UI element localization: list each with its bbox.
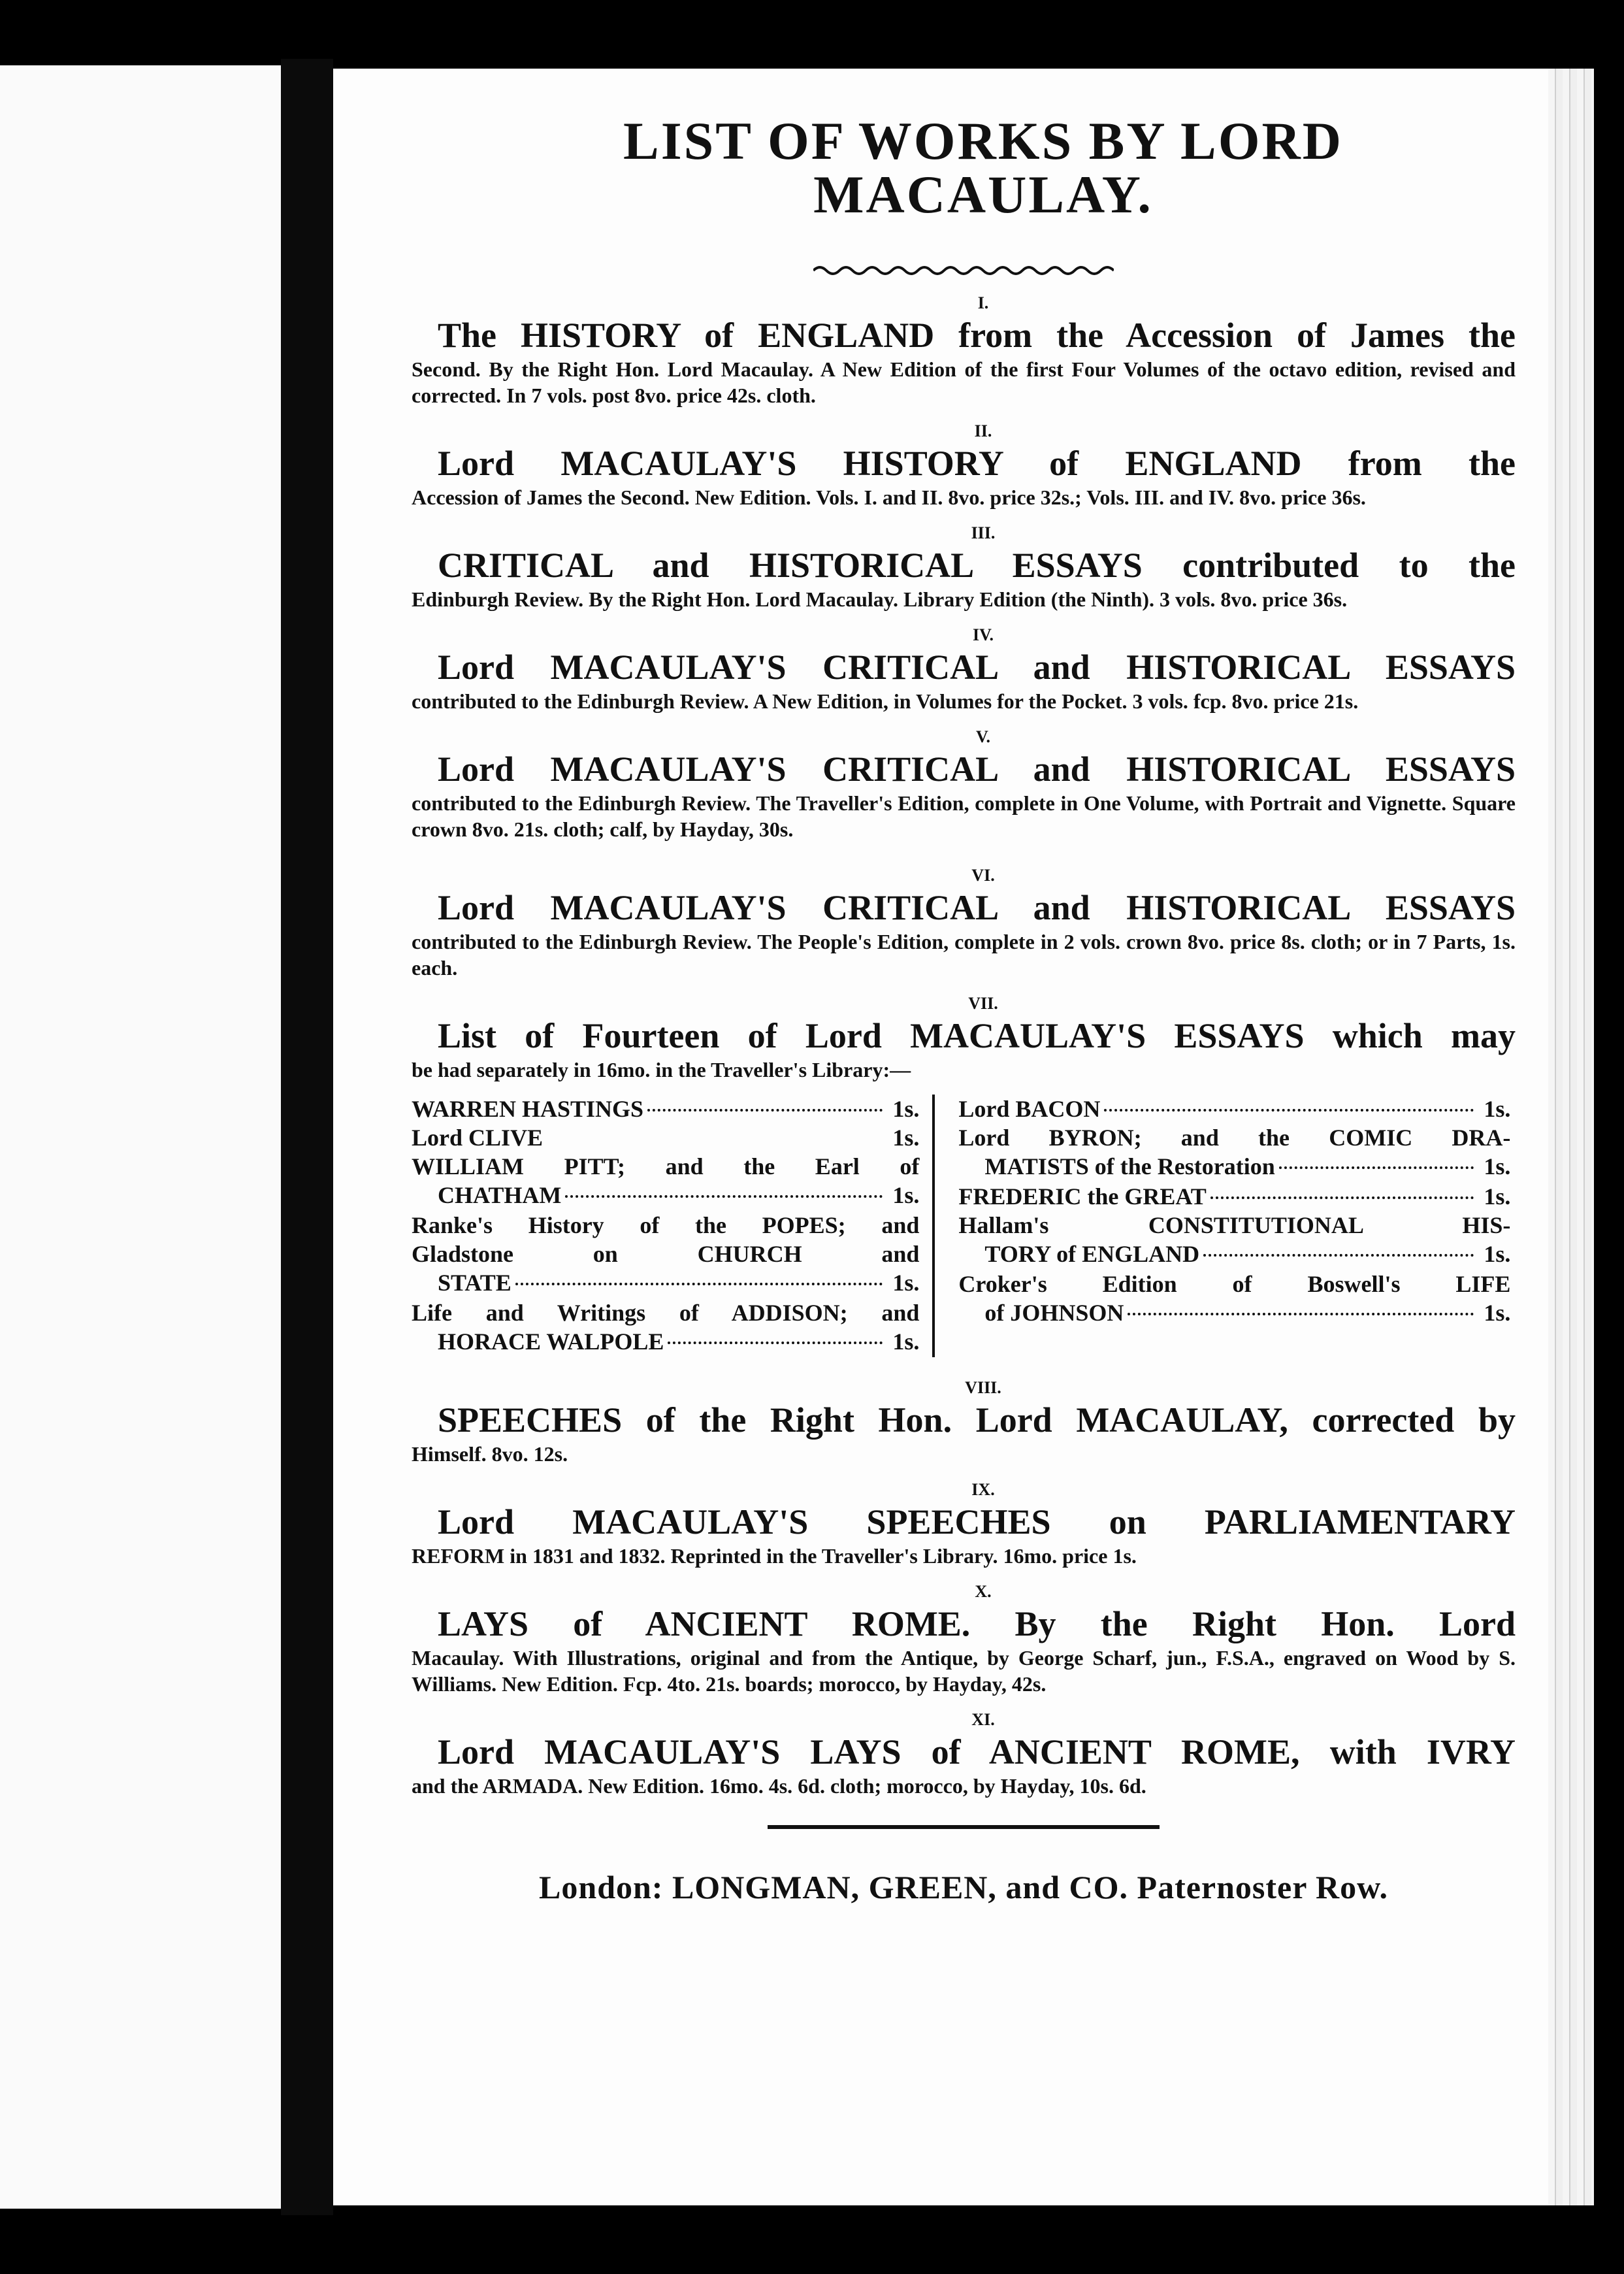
entry-3 — [412, 522, 1516, 612]
entry-numeral: I. — [977, 293, 989, 312]
entry-heading: Lord MACAULAY'S SPEECHES on PARLIAMENTARY — [438, 1502, 1516, 1541]
essay-name-line: Ranke's History of the POPES; and — [412, 1212, 920, 1238]
entry-numeral: IX. — [971, 1480, 995, 1499]
essay-item — [412, 1095, 919, 1123]
essay-name-line: Hallam's CONSTITUTIONAL HIS- — [958, 1212, 1511, 1238]
essay-name: TORY of ENGLAND — [984, 1241, 1200, 1267]
essay-name-line: Life and Writings of ADDISON; and — [412, 1300, 920, 1326]
entry-text: contributed to the Edinburgh Review. The Traveller's Edition, complete in One Volume, with Portrait and Vignette. Square crown 8vo. 21s. cloth; calf, by Hayday, 30s. — [412, 791, 1516, 841]
essay-price: 1s. — [1484, 1096, 1511, 1122]
entry-numeral: VI. — [971, 866, 995, 885]
page-content — [333, 69, 1548, 2205]
entry-11 — [412, 1709, 1516, 1799]
page-edges — [1548, 69, 1594, 2205]
essay-item — [958, 1270, 1510, 1327]
essay-item — [412, 1298, 919, 1356]
entry-text: Second. By the Right Hon. Lord Macaulay. A New Edition of the first Four Volumes of the octavo edition, revised and corrected. In 7 vols. post 8vo. price 42s. cloth. — [412, 357, 1516, 407]
entry-numeral: VII. — [968, 994, 998, 1013]
essay-name: FREDERIC the GREAT — [958, 1183, 1207, 1210]
essay-item — [412, 1152, 919, 1210]
entry-numeral: VIII. — [965, 1378, 1001, 1397]
book-gutter — [281, 59, 333, 2215]
entry-7 — [412, 993, 1516, 1083]
entry-heading: CRITICAL and HISTORICAL ESSAYS contributed to the — [438, 546, 1516, 585]
essay-name: MATISTS of the Restoration — [984, 1153, 1275, 1179]
essay-item — [412, 1123, 919, 1152]
essay-name: STATE — [438, 1270, 512, 1296]
facing-blank-page — [0, 65, 281, 2209]
essay-price: 1s. — [1484, 1183, 1511, 1210]
essay-price: 1s. — [892, 1182, 920, 1208]
essay-item — [412, 1211, 919, 1297]
entry-heading: Lord MACAULAY'S CRITICAL and HISTORICAL ESSAYS — [438, 750, 1516, 789]
essay-name-line: Croker's Edition of Boswell's LIFE — [958, 1271, 1511, 1297]
entry-heading: LAYS of ANCIENT ROME. By the Right Hon. Lord — [438, 1604, 1516, 1643]
document-page — [333, 69, 1548, 2205]
entry-numeral: XI. — [971, 1710, 995, 1729]
entry-2 — [412, 420, 1516, 510]
entry-text: and the ARMADA. New Edition. 16mo. 4s. 6d. cloth; morocco, by Hayday, 10s. 6d. — [412, 1774, 1146, 1798]
entry-heading: SPEECHES of the Right Hon. Lord MACAULAY, corrected by — [438, 1400, 1516, 1440]
essay-name: HORACE WALPOLE — [438, 1328, 664, 1355]
divider-rule — [768, 1825, 1160, 1829]
essay-name-line: Gladstone on CHURCH and — [412, 1241, 920, 1267]
entry-numeral: III. — [971, 523, 996, 542]
essay-name: WARREN HASTINGS — [412, 1096, 644, 1122]
entry-heading: Lord MACAULAY'S LAYS of ANCIENT ROME, with IVRY — [438, 1732, 1516, 1771]
page-title: LIST OF WORKS BY LORD MACAULAY. — [623, 111, 1343, 224]
entry-1 — [412, 292, 1516, 408]
entry-5 — [412, 726, 1516, 842]
entry-6 — [412, 865, 1516, 981]
entry-heading: Lord MACAULAY'S CRITICAL and HISTORICAL ESSAYS — [438, 888, 1516, 927]
essay-name: CHATHAM — [438, 1182, 562, 1208]
entry-9 — [412, 1479, 1516, 1569]
essay-item — [958, 1182, 1510, 1211]
essay-price: 1s. — [1484, 1153, 1511, 1179]
essay-price: 1s. — [1484, 1300, 1511, 1326]
essays-list — [412, 1095, 1516, 1357]
essay-price: 1s. — [892, 1125, 920, 1151]
entry-numeral: V. — [976, 727, 990, 746]
essay-name: Lord CLIVE — [412, 1125, 544, 1151]
essays-right-column — [935, 1095, 1510, 1357]
entry-text: Accession of James the Second. New Edition. Vols. I. and II. 8vo. price 32s.; Vols. III. and IV. 8vo. price 36s. — [412, 486, 1366, 509]
entry-heading: Lord MACAULAY'S HISTORY of ENGLAND from the — [438, 444, 1516, 483]
entry-4 — [412, 624, 1516, 714]
essay-item — [958, 1095, 1510, 1123]
entry-8 — [412, 1377, 1516, 1467]
entry-heading: Lord MACAULAY'S CRITICAL and HISTORICAL ESSAYS — [438, 648, 1516, 687]
entry-text: be had separately in 16mo. in the Traveller's Library:— — [412, 1058, 911, 1081]
entry-text: contributed to the Edinburgh Review. A New Edition, in Volumes for the Pocket. 3 vols. fcp. 8vo. price 21s. — [412, 689, 1359, 713]
entry-text: Macaulay. With Illustrations, original and from the Antique, by George Scharf, jun., F.S.A., engraved on Wood by S. Williams. New Edition. Fcp. 4to. 21s. boards; morocco, by Hayday, 42s. — [412, 1646, 1516, 1696]
essay-name-line: Lord BYRON; and the COMIC DRA- — [958, 1125, 1511, 1151]
essay-name: of JOHNSON — [984, 1300, 1124, 1326]
essay-price: 1s. — [1484, 1241, 1511, 1267]
essay-price: 1s. — [892, 1328, 920, 1355]
essay-price: 1s. — [892, 1096, 920, 1122]
essay-price: 1s. — [892, 1270, 920, 1296]
entry-heading: The HISTORY of ENGLAND from the Accession of James the — [438, 316, 1516, 355]
ornament-flourish-icon — [813, 261, 1114, 280]
essay-name-line: WILLIAM PITT; and the Earl of — [412, 1153, 920, 1179]
publisher-imprint: London: LONGMAN, GREEN, and CO. Paternoster Row. — [539, 1869, 1388, 1905]
entry-numeral: IV. — [972, 625, 994, 644]
entry-numeral: II. — [974, 421, 992, 440]
entry-text: Edinburgh Review. By the Right Hon. Lord Macaulay. Library Edition (the Ninth). 3 vols. 8vo. price 36s. — [412, 587, 1348, 611]
essay-item — [958, 1211, 1510, 1268]
entry-text: REFORM in 1831 and 1832. Reprinted in the Traveller's Library. 16mo. price 1s. — [412, 1544, 1137, 1568]
entry-heading: List of Fourteen of Lord MACAULAY'S ESSAYS which may — [438, 1016, 1516, 1055]
entry-numeral: X. — [975, 1582, 992, 1601]
entry-10 — [412, 1581, 1516, 1697]
entry-text: Himself. 8vo. 12s. — [412, 1442, 568, 1466]
essays-left-column — [412, 1095, 935, 1357]
essay-item — [958, 1123, 1510, 1181]
essay-name: Lord BACON — [958, 1096, 1101, 1122]
entry-text: contributed to the Edinburgh Review. The People's Edition, complete in 2 vols. crown 8vo. price 8s. cloth; or in 7 Parts, 1s. each. — [412, 930, 1516, 980]
